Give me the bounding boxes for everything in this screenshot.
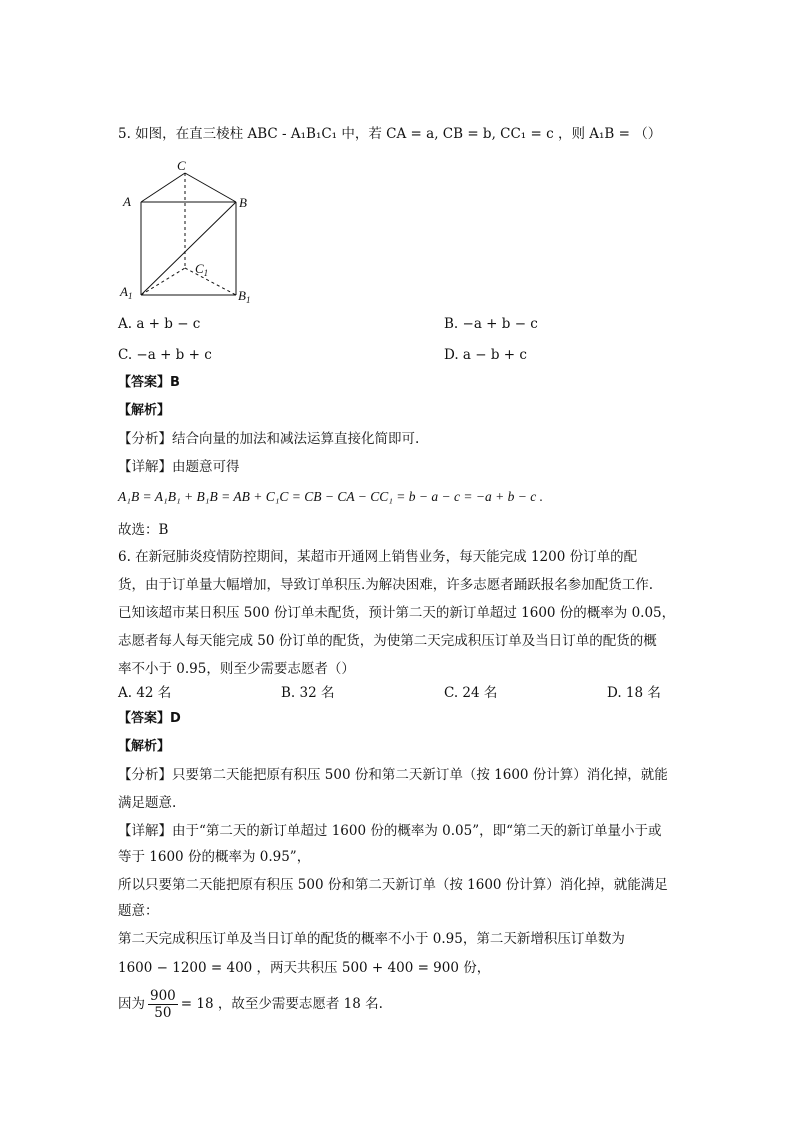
q6-detail-line-4: 题意：: [118, 903, 159, 919]
q6-stem-line-2: 货，由于订单量大幅增加，导致订单积压.为解决困难，许多志愿者踊跃报名参加配货工作.: [118, 577, 654, 593]
q6-option-d[interactable]: D. 18 名: [607, 685, 661, 701]
q6-answer: 【答案】D: [118, 711, 181, 726]
q5-formula: A₁B = A₁B₁ + B₁B = AB + C₁C = CB − CA − CC₁ = b − a − c = −a + b − c .: [118, 489, 543, 504]
q6-detail-line-1: 【详解】由于“第二天的新订单超过 1600 份的概率为 0.05”，即“第二天的新订单量小于或: [118, 823, 662, 839]
fraction-numerator: 900: [150, 988, 176, 1004]
q5-option-b[interactable]: B. −a + b − c: [444, 316, 538, 332]
q6-stem-line-3: 已知该超市某日积压 500 份订单未配货，预计第二天的新订单超过 1600 份的概率为 0.05，: [118, 605, 676, 621]
q6-stem-line-4: 志愿者每人每天能完成 50 份订单的配货，为使第二天完成积压订单及当日订单的配货的概: [118, 633, 657, 649]
q6-option-c[interactable]: C. 24 名: [444, 685, 498, 701]
q6-conclusion: [118, 988, 383, 1021]
conclusion-text: = 18 ，故至少需要志愿者 18 名.: [180, 996, 383, 1012]
fraction-denominator: 50: [154, 1005, 172, 1021]
q5-answer: 【答案】B: [118, 375, 180, 390]
q6-detail-line-2: 等于 1600 份的概率为 0.95”，: [118, 849, 311, 865]
q6-stem-line-5: 率不小于 0.95，则至少需要志愿者（）: [118, 661, 355, 677]
q5-fenxi: 【分析】结合向量的加法和减法运算直接化简即可.: [118, 431, 420, 447]
label-C: C: [177, 158, 186, 173]
fraction: [148, 988, 178, 1021]
label-A1: $A_1$: [120, 284, 133, 301]
label-A: A: [123, 194, 131, 209]
q6-detail-line-6: 1600 − 1200 = 400 ，两天共积压 500 + 400 = 900 份，: [118, 960, 491, 976]
q6-detail-line-3: 所以只要第二天能把原有积压 500 份和第二天新订单（按 1600 份计算）消化掉，就能满足: [118, 877, 668, 893]
q6-option-b[interactable]: B. 32 名: [281, 685, 335, 701]
q5-xiangjie: 【详解】由题意可得: [118, 459, 240, 475]
q6-option-a[interactable]: A. 42 名: [118, 685, 172, 701]
prism-figure: [118, 155, 278, 305]
q5-option-a[interactable]: A. a + b − c: [118, 316, 201, 332]
q5-option-c[interactable]: C. −a + b + c: [118, 347, 212, 363]
q5-choose: 故选：B: [118, 522, 169, 538]
q6-analysis-heading: 【解析】: [118, 739, 171, 754]
q5-analysis-heading: 【解析】: [118, 403, 171, 418]
label-B: B: [239, 195, 247, 210]
q5-option-d[interactable]: D. a − b + c: [444, 347, 527, 363]
q6-fenxi-line-2: 满足题意.: [118, 795, 177, 811]
label-C1: $C_1$: [195, 261, 209, 278]
label-B1: $B_1$: [238, 288, 251, 305]
q5-stem: 5. 如图，在直三棱柱 ABC - A₁B₁C₁ 中，若 CA = a, CB = b, CC₁ = c ，则 A₁B = （）: [118, 126, 662, 142]
because-label: 因为: [118, 996, 145, 1012]
q6-detail-line-5: 第二天完成积压订单及当日订单的配货的概率不小于 0.95，第二天新增积压订单数为: [118, 931, 625, 947]
q6-stem-line-1: 6. 在新冠肺炎疫情防控期间，某超市开通网上销售业务，每天能完成 1200 份订单的配: [118, 549, 638, 565]
q6-fenxi-line-1: 【分析】只要第二天能把原有积压 500 份和第二天新订单（按 1600 份计算）消化掉，就能: [118, 767, 668, 783]
